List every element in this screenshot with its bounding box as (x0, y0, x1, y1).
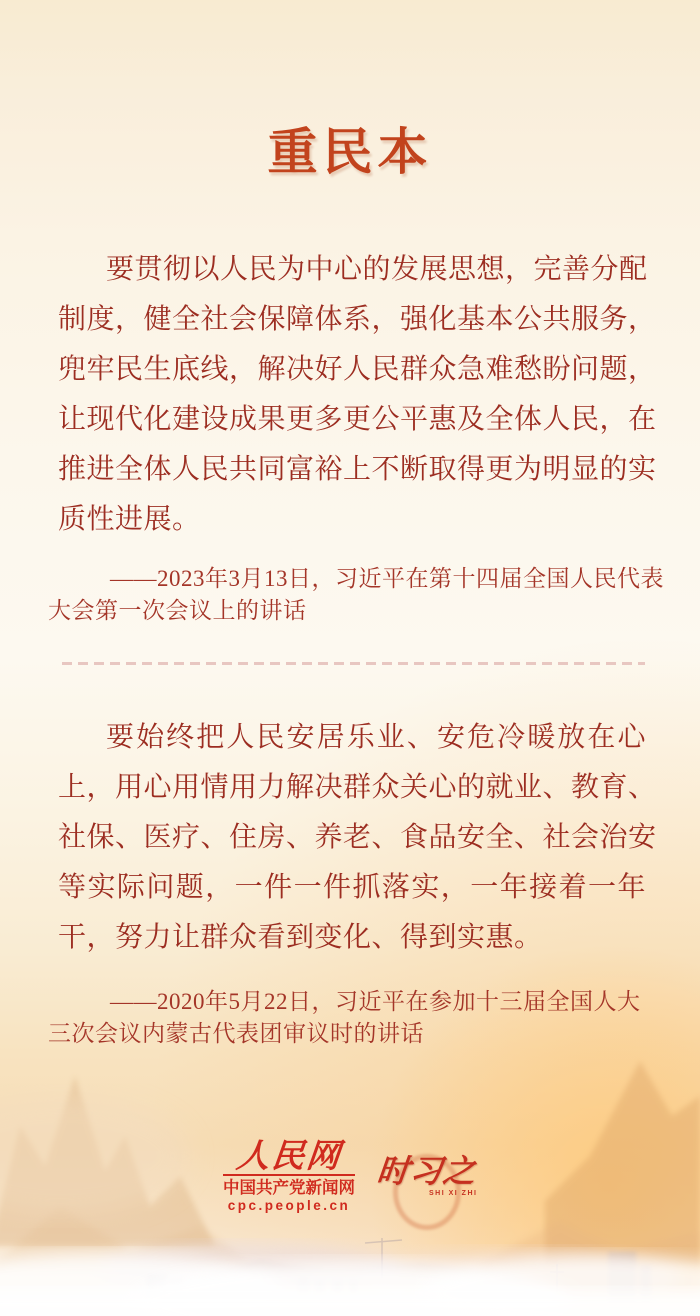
quote-line: 兜牢民生底线，解决好人民群众急难愁盼问题， (58, 354, 657, 385)
quote-line: 等实际问题，一件一件抓落实，一年接着一年 (58, 872, 646, 903)
attribution-line: ——2020年5月22日，习近平在参加十三届全国人大 (110, 989, 641, 1014)
quote-line: 干，努力让群众看到变化、得到实惠。 (58, 922, 543, 953)
quote-line: 质性进展。 (58, 504, 201, 535)
quote-line: 要始终把人民安居乐业、安危冷暖放在心 (106, 722, 646, 753)
footer-logos (0, 1137, 700, 1228)
peoples-daily-script-logo: 人民网 (234, 1137, 344, 1174)
quote-line: 制度，健全社会保障体系，强化基本公共服务， (58, 304, 657, 335)
shixizhi-logo (377, 1148, 477, 1228)
cpc-news-site-name: 中国共产党新闻网 (223, 1179, 355, 1197)
quote-line: 社保、医疗、住房、养老、食品安全、社会治安 (58, 822, 657, 853)
quote-line: 上，用心用情用力解决群众关心的就业、教育、 (58, 772, 657, 803)
logo-underline (223, 1174, 355, 1176)
quote-paragraph-2 (58, 713, 657, 963)
quote-line: 要贯彻以人民为中心的发展思想，完善分配 (106, 254, 648, 285)
quote-paragraph-1 (58, 245, 657, 545)
page-title: 重民本 (267, 124, 433, 180)
shixizhi-text: 时习之 (375, 1153, 478, 1189)
quote-line: 推进全体人民共同富裕上不断取得更为明显的实 (58, 454, 657, 485)
peoples-daily-logo (223, 1137, 355, 1214)
section-divider (62, 662, 645, 665)
shixizhi-subtext: SHI XI ZHI (429, 1190, 478, 1197)
attribution-line: 三次会议内蒙古代表团审议时的讲话 (48, 1021, 424, 1046)
cpc-news-domain: cpc.people.cn (227, 1198, 351, 1213)
mist-clouds (0, 1243, 700, 1316)
quote-line: 让现代化建设成果更多更公平惠及全体人民，在 (58, 404, 657, 435)
quote-attribution-1 (48, 563, 664, 627)
quote-attribution-2 (48, 986, 648, 1050)
attribution-line: 大会第一次会议上的讲话 (48, 598, 307, 623)
attribution-line: ——2023年3月13日，习近平在第十四届全国人民代表 (110, 566, 664, 591)
